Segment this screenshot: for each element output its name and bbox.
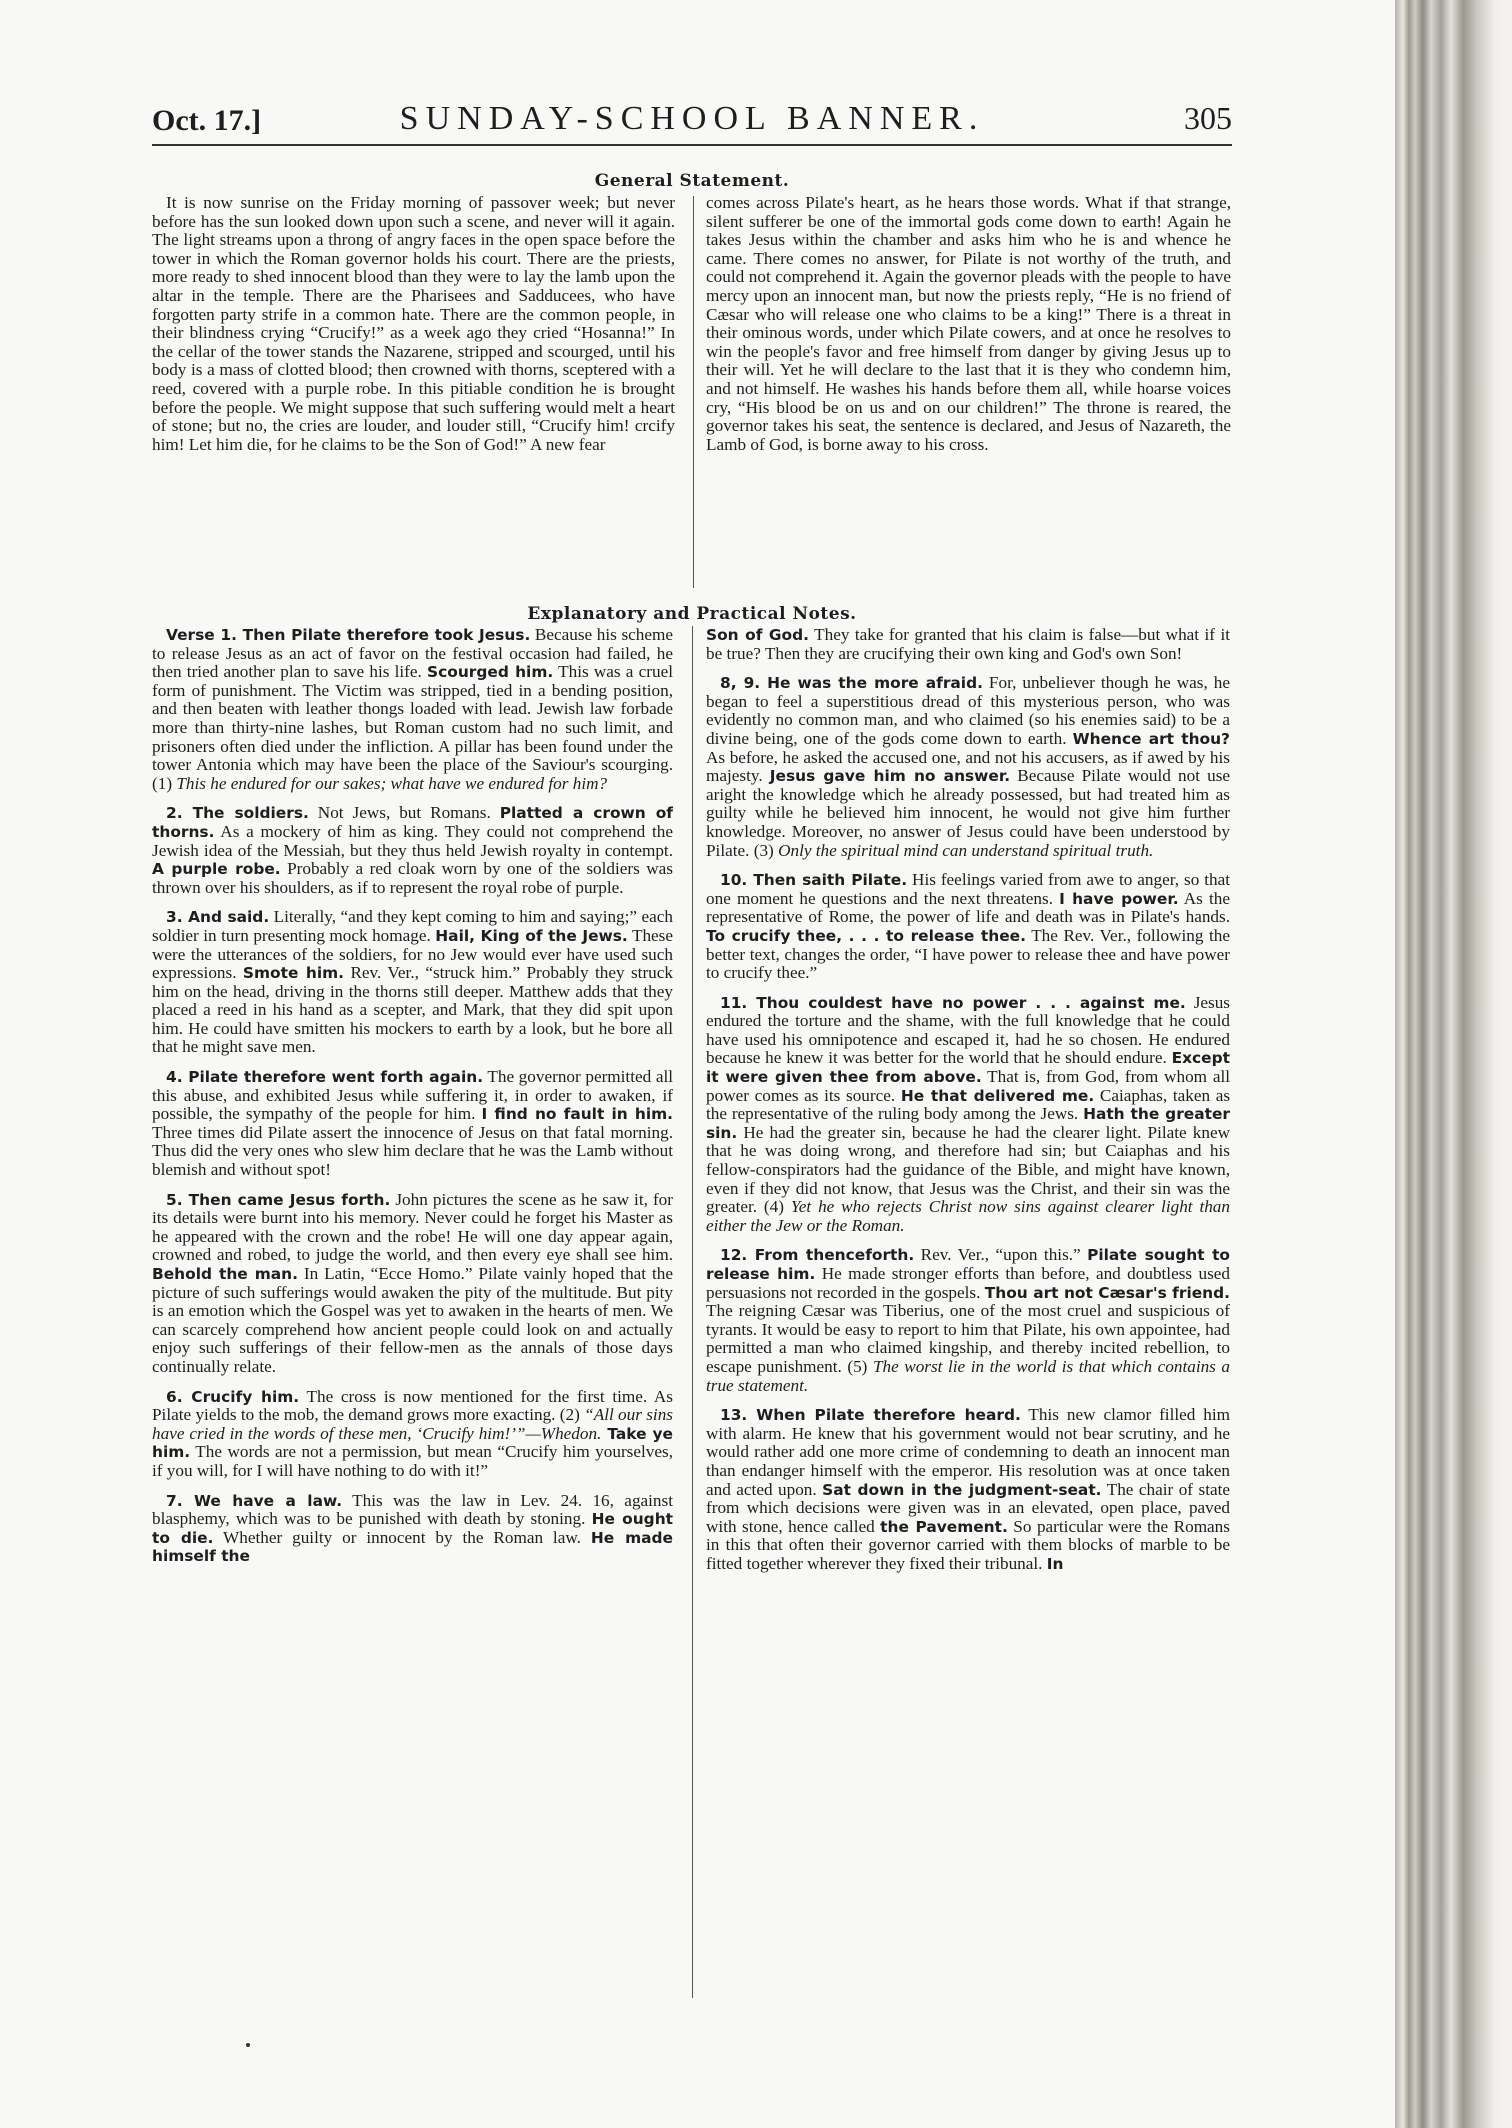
note-verse-2: 2. The soldiers. Not Jews, but Romans. Platted a crown of thorns. As a mockery of him as king. They could not comprehend the Jewish idea of the Messiah, but they thus held Jewish royalty in contempt. A purple robe. Probably a red cloak worn by one of the soldiers was thrown over his shoulders, as if to represent the royal robe of purple. <box>152 803 673 897</box>
note-verse-7-continued: Son of God. They take for granted that his claim is false—but what if it be true? Then they are crucifying their own king and God's own Son! <box>706 625 1231 663</box>
general-statement-heading: General Statement. <box>594 171 790 191</box>
page-number: 305 <box>1184 100 1232 136</box>
running-header <box>152 96 1232 146</box>
ink-speck <box>246 2043 250 2047</box>
general-statement-right <box>706 194 1231 465</box>
periodical-title: SUNDAY-SCHOOL BANNER. <box>399 100 985 137</box>
issue-date: Oct. 17.] <box>152 104 262 137</box>
note-verse-11: 11. Thou couldest have no power . . . against me. Jesus endured the torture and the shame, with the full knowledge that he could have used his omnipotence and escaped it, had he so chosen. He endured because he knew it was better for the world that he should endure. Except it were given thee from above. That is, from God, from whom all power comes as its source. He that delivered me. Caiaphas, taken as the representative of the ruling body among the Jews. Hath the greater sin. He had the greater sin, because he had the clearer light. Pilate knew that he was doing wrong, and therefore had sin; but Caiaphas and his fellow-conspirators had the guidance of the Bible, and might have known, even if they did not know, that Jesus was the Christ, and their sin was the greater. (4) Yet he who rejects Christ now sins against clearer light than either the Jew or the Roman. <box>706 992 1231 1235</box>
column-rule <box>692 626 693 1998</box>
notes-left-column <box>152 626 673 1577</box>
note-verse-5: 5. Then came Jesus forth. John pictures the scene as he saw it, for its details were burnt into his memory. Never could he forget his Master as he appeared with the crown and the robe! He will one day appear again, crowned and robed, to judge the world, and then every eye shall see him. Behold the man. In Latin, “Ecce Homo.” Pilate vainly hoped that the picture of such sufferings would awaken the pity of the multitude. But pity is an emotion which the Gospel was yet to awaken in the hearts of men. We can scarcely comprehend how ancient people could look on and actually enjoy such sufferings of their fellow-men as the annals of those days continually relate. <box>152 1189 674 1376</box>
note-verse-12: 12. From thenceforth. Rev. Ver., “upon this.” Pilate sought to release him. He made stronger efforts than before, and doubtless used persuasions not recorded in the gospels. Thou art not Cæsar's friend. The reigning Cæsar was Tiberius, one of the most cruel and suspicious of tyrants. It would be easy to report to him that Pilate, his own appointee, had permitted a man who claimed kingship, and thereby incited rebellion, to escape punishment. (5) The worst lie in the world is that which contains a true statement. <box>706 1245 1230 1395</box>
note-verse-8-9: 8, 9. He was the more afraid. For, unbeliever though he was, he began to feel a superstitious dread of this mysterious person, who was evidently no common man, and who claimed (so his enemies said) to be a divine being, one of the gods come down to earth. Whence art thou? As before, he asked the accused one, and not his accusers, as if awed by his majesty. Jesus gave him no answer. Because Pilate would not use aright the knowledge which he already possessed, but had treated him as guilty while he believed him innocent, he would not give him further knowledge. Moreover, no answer of Jesus could have been understood by Pilate. (3) Only the spiritual mind can understand spiritual truth. <box>706 673 1231 860</box>
page-stack-edge <box>1395 0 1512 2128</box>
notes-right-column <box>706 626 1230 1585</box>
column-rule <box>693 196 694 588</box>
notes-heading: Explanatory and Practical Notes. <box>527 604 857 624</box>
note-verse-7: 7. We have a law. This was the law in Lev. 24. 16, against blasphemy, which was to be punished with death by stoning. He ought to die. Whether guilty or innocent by the Roman law. He made himself the <box>152 1490 674 1566</box>
note-verse-13: 13. When Pilate therefore heard. This new clamor filled him with alarm. He knew that his government would not bear scrutiny, and he would rather add one more crime of condemning to death an innocent man than endanger himself with the emperor. His resolution was at once taken and acted upon. Sat down in the judgment-seat. The chair of state from which decisions were given was in an elevated, open place, paved with stone, hence called the Pavement. So particular were the Romans in this that often their governor carried with them blocks of marble to be fitted together wherever they fixed their tribunal. In <box>706 1405 1231 1573</box>
general-statement-right-text: comes across Pilate's heart, as he hears those words. What if that strange, silent sufferer be one of the immortal gods come down to earth! Again he takes Jesus within the chamber and asks him who he is and whence he came. There comes no answer, for Pilate is not worthy of the truth, and could not comprehend it. Again the governor pleads with the people to have mercy upon an innocent man, but now the priests reply, “He is no friend of Cæsar who will release one who claims to be a king!” There is a threat in their ominous words, under which Pilate cowers, and at once he resolves to win the people's favor and free himself from danger by giving Jesus up to their will. Yet he will declare to the last that it is they who condemn him, and not himself. He washes his hands before them all, while hoarse voices cry, “His blood be on us and on our children!” The throne is reared, the governor takes his seat, the sentence is declared, and Jesus of Nazareth, the Lamb of God, is borne away to his cross. <box>706 193 1231 454</box>
note-verse-6: 6. Crucify him. The cross is now mentioned for the first time. As Pilate yields to the mob, the demand grows more exacting. (2) “All our sins have cried in the words of these men, ‘Crucify him!’”—Whedon. Take ye him. The words are not a permission, but mean “Crucify him yourselves, if you will, for I will have nothing to do with it!” <box>152 1386 673 1480</box>
note-verse-1: Verse 1. Then Pilate therefore took Jesus. Because his scheme to release Jesus as an act of favor on the festival occasion had failed, he then tried another plan to save his life. Scourged him. This was a cruel form of punishment. The Victim was stripped, tied in a bending position, and then beaten with leather thongs loaded with lead. Jewish law forbade more than thirty-nine lashes, but Roman custom had no such limit, and prisoners often died under the infliction. A pillar has been found under the tower Antonia which may have been the place of the Saviour's scourging. (1) This he endured for our sakes; what have we endured for him? <box>152 625 674 793</box>
note-verse-4: 4. Pilate therefore went forth again. The governor permitted all this abuse, and exhibited Jesus while suffering it, in order to awaken, if possible, the sympathy of the people for him. I find no fault in him. Three times did Pilate assert the innocence of Jesus on that fatal morning. Thus did the very ones who slew him declare that he was the Lamb without blemish and without spot! <box>152 1067 674 1180</box>
note-verse-10: 10. Then saith Pilate. His feelings varied from awe to anger, so that one moment he questions and the next threatens. I have power. As the representative of Rome, the power of life and death was in Pilate's hands. To crucify thee, . . . to release thee. The Rev. Ver., following the better text, changes the order, “I have power to release thee and have power to crucify thee.” <box>706 870 1231 983</box>
general-statement-left-text: It is now sunrise on the Friday morning of passover week; but never before has the sun looked down upon such a scene, and never will it again. The light streams upon a throng of angry faces in the open space before the tower in which the Roman governor holds his court. There are the priests, more ready to shed innocent blood than they were to lay the lamb upon the altar in the temple. There are the Pharisees and Sadducees, who have forgotten party strife in a common hate. There are the common people, in their blindness crying “Crucify!” as a week ago they cried “Hosanna!” In the cellar of the tower stands the Nazarene, stripped and scourged, until his body is a mass of clotted blood; then crowned with thorns, sceptered with a reed, covered with a purple robe. In this pitiable condition he is brought before the people. We might suppose that such suffering would melt a heart of stone; but no, the cries are louder, and louder still, “Crucify him! crcify him! Let him die, for he claims to be the Son of God!” A new fear <box>152 193 675 454</box>
general-statement-left <box>152 194 675 465</box>
note-verse-3: 3. And said. Literally, “and they kept coming to him and saying;” each soldier in turn presenting mock homage. Hail, King of the Jews. These were the utterances of the soldiers, for no Jew would ever have used such expressions. Smote him. Rev. Ver., “struck him.” Probably they struck him on the head, driving in the thorns still deeper. Matthew adds that they placed a reed in his hand as a scepter, and Mark, that they did spit upon him. He could have smitten his mockers to earth by a look, but he bore all that he might save men. <box>152 907 674 1057</box>
